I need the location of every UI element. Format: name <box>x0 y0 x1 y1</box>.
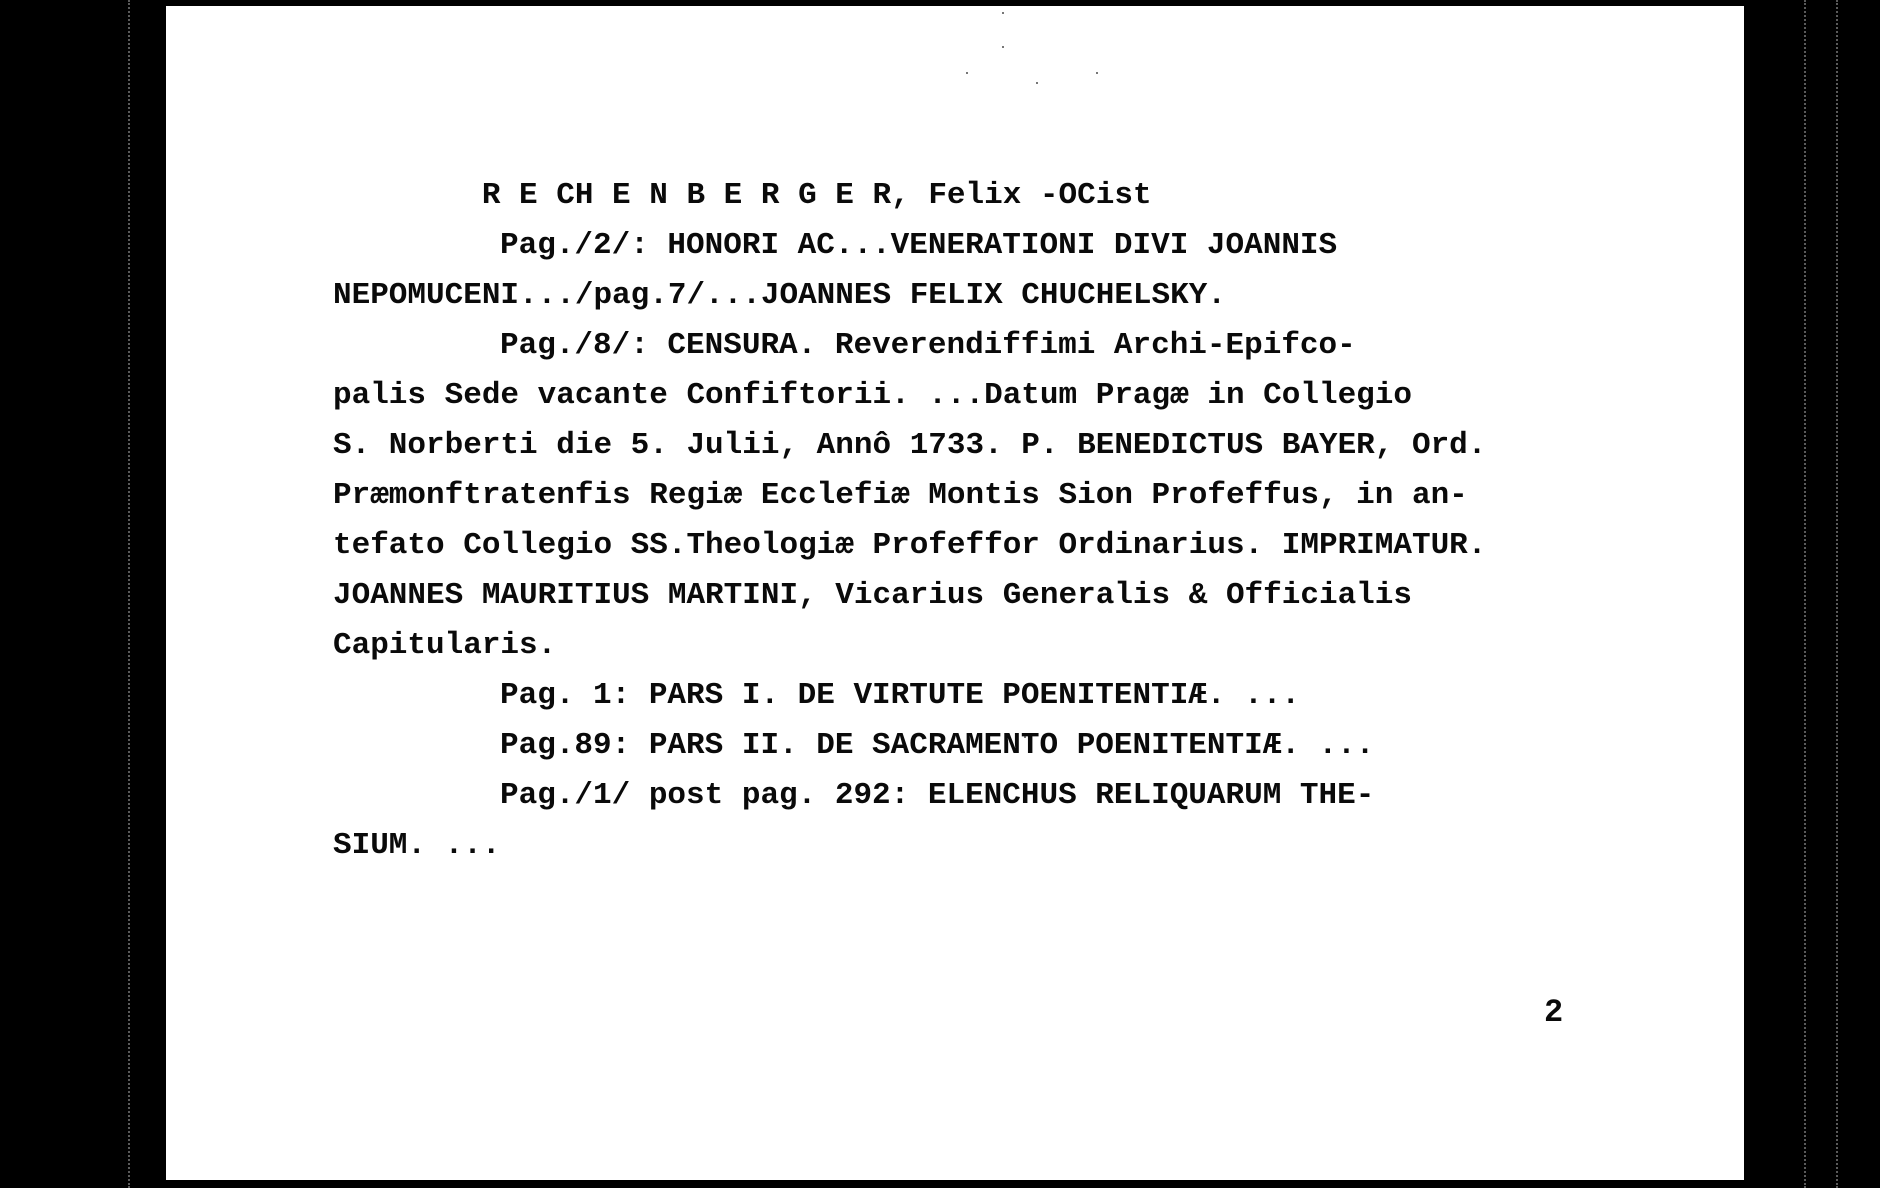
left-border-dots <box>128 0 132 1188</box>
speck <box>1096 72 1098 74</box>
text-line: S. Norberti die 5. Julii, Annô 1733. P. BENEDICTUS BAYER, Ord. <box>333 428 1487 463</box>
right-border-dots <box>1804 0 1808 1188</box>
heading-given-name-order: Felix -OCist <box>928 178 1152 213</box>
heading-surname: R E CH E N B E R G E R, <box>481 178 910 213</box>
text-line: Pag. 1: PARS I. DE VIRTUTE POENITENTIÆ. ... <box>500 678 1300 713</box>
text-line: Præmonftratenfis Regiæ Ecclefiæ Montis Sion Profeffus, in an- <box>333 478 1468 513</box>
speck <box>1002 46 1004 48</box>
text-line: NEPOMUCENI.../pag.7/...JOANNES FELIX CHUCHELSKY. <box>333 278 1226 313</box>
page-number: 2 <box>1544 994 1564 1031</box>
text-line: Capitularis. <box>333 628 557 663</box>
speck <box>1036 82 1038 84</box>
text-line: SIUM. ... <box>333 828 501 863</box>
text-line: JOANNES MAURITIUS MARTINI, Vicarius Generalis & Officialis <box>333 578 1412 613</box>
catalog-card <box>166 6 1744 1180</box>
text-line: Pag.89: PARS II. DE SACRAMENTO POENITENTIÆ. ... <box>500 728 1375 763</box>
right-border-dots-2 <box>1836 0 1840 1188</box>
text-line: Pag./1/ post pag. 292: ELENCHUS RELIQUARUM THE- <box>500 778 1375 813</box>
speck <box>966 72 968 74</box>
text-line: Pag./8/: CENSURA. Reverendiffimi Archi-Epifco- <box>500 328 1356 363</box>
text-line: palis Sede vacante Confiftorii. ...Datum Pragæ in Collegio <box>333 378 1412 413</box>
text-line: Pag./2/: HONORI AC...VENERATIONI DIVI JOANNIS <box>500 228 1338 263</box>
text-line: tefato Collegio SS.Theologiæ Profeffor Ordinarius. IMPRIMATUR. <box>333 528 1487 563</box>
card-text-block <box>166 6 1487 863</box>
speck <box>1002 12 1004 14</box>
